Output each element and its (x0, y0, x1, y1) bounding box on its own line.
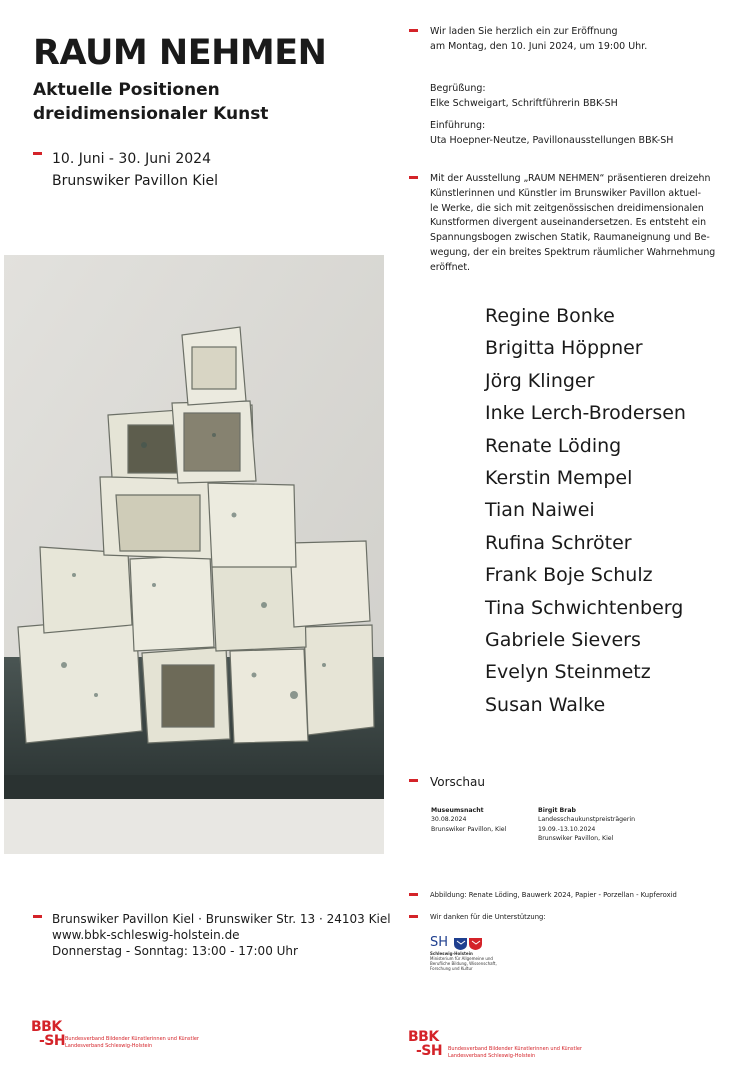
preview-heading: Vorschau (430, 775, 485, 789)
artist-name: Kerstin Mempel (485, 467, 633, 490)
accent-dash (409, 779, 418, 782)
bbk-logo-text: Bundesverband Bildender Künstlerinnen und Künstler Landesverband Schleswig-Holstein (65, 1036, 199, 1049)
bbk-logo-mark: BBK -SH (31, 1019, 66, 1049)
invitation: Wir laden Sie herzlich ein zur Eröffnung am Montag, den 10. Juni 2024, um 19:00 Uhr. (430, 26, 648, 52)
thanks-line: Wir danken für die Unterstützung: (430, 913, 546, 921)
greeting-block: Begrüßung: Elke Schweigart, Schriftführerin BBK-SH (430, 83, 618, 109)
accent-dash (409, 176, 418, 179)
website-link[interactable]: www.bbk-schleswig-holstein.de (52, 928, 240, 942)
artist-name: Renate Löding (485, 434, 622, 457)
exhibition-dates (52, 148, 218, 192)
artist-name: Brigitta Höppner (485, 337, 643, 360)
accent-dash (409, 915, 418, 918)
image-credit: Abbildung: Renate Löding, Bauwerk 2024, Papier - Porzellan - Kupferoxid (430, 891, 677, 899)
venue: Brunswiker Pavillon Kiel (52, 173, 218, 189)
subtitle-line-1: Aktuelle Positionen (33, 80, 220, 100)
preview-event-1: Museumsnacht 30.08.2024 Brunswiker Pavillon, Kiel (431, 807, 507, 833)
sh-mark: SH (430, 935, 449, 950)
artist-name: Inke Lerch-Brodersen (485, 402, 686, 425)
subtitle-line-2: dreidimensionaler Kunst (33, 104, 269, 124)
artist-name: Tina Schwichtenberg (485, 596, 684, 619)
date-range: 10. Juni - 30. Juni 2024 (52, 151, 211, 167)
preview-event-2: Birgit Brab Landesschaukunstpreisträgerin 19.09.-13.10.2024 Brunswiker Pavillon, Kiel (538, 807, 636, 842)
sponsor-text: Schleswig-Holstein Ministerium für Allgemeine und Berufliche Bildung, Wissenschaft, Forschung und Kultur (430, 951, 497, 971)
page-subtitle (33, 78, 373, 126)
accent-dash (33, 152, 42, 155)
artist-name: Regine Bonke (485, 305, 615, 327)
artist-list (485, 300, 686, 721)
artist-name: Evelyn Steinmetz (485, 661, 651, 684)
coat-of-arms-icon (452, 936, 486, 950)
accent-dash (409, 893, 418, 896)
bbk-logo-text: Bundesverband Bildender Künstlerinnen und Künstler Landesverband Schleswig-Holstein (448, 1046, 582, 1059)
artist-name: Jörg Klinger (485, 369, 595, 392)
exhibition-description: Mit der Ausstellung „RAUM NEHMEN“ präsentieren dreizehn Künstlerinnen und Künstler im Brunswiker Pavillon aktuel- le Werke, die sich mit zeitgenössischen dreidimensionalen Kunstformen divergent auseinandersetzen. Es entsteht ein Spannungsbogen zwischen Statik, Raumaneignung und Be- wegung, der ein breites Spektrum räumlicher Wahrnehmung eröffnet. (430, 173, 716, 273)
sponsor-logo (430, 935, 486, 950)
artist-name: Susan Walke (485, 693, 606, 716)
bbk-logo (408, 1029, 582, 1059)
page-title: RAUM NEHMEN (33, 33, 327, 73)
address-line: Brunswiker Pavillon Kiel · Brunswiker Str. 13 · 24103 Kiel (52, 912, 391, 926)
artist-name: Tian Naiwei (485, 499, 595, 522)
artist-name: Rufina Schröter (485, 531, 632, 554)
artwork-photo (4, 255, 384, 854)
artist-name: Gabriele Sievers (485, 629, 641, 652)
accent-dash (409, 29, 418, 32)
address-block (52, 911, 391, 959)
bbk-logo-mark: BBK -SH (408, 1029, 443, 1059)
introduction-block: Einführung: Uta Hoepner-Neutze, Pavillonausstellungen BBK-SH (430, 120, 674, 146)
opening-hours: Donnerstag - Sonntag: 13:00 - 17:00 Uhr (52, 944, 298, 958)
artist-name: Frank Boje Schulz (485, 564, 653, 587)
bbk-logo (31, 1019, 199, 1049)
accent-dash (33, 915, 42, 918)
